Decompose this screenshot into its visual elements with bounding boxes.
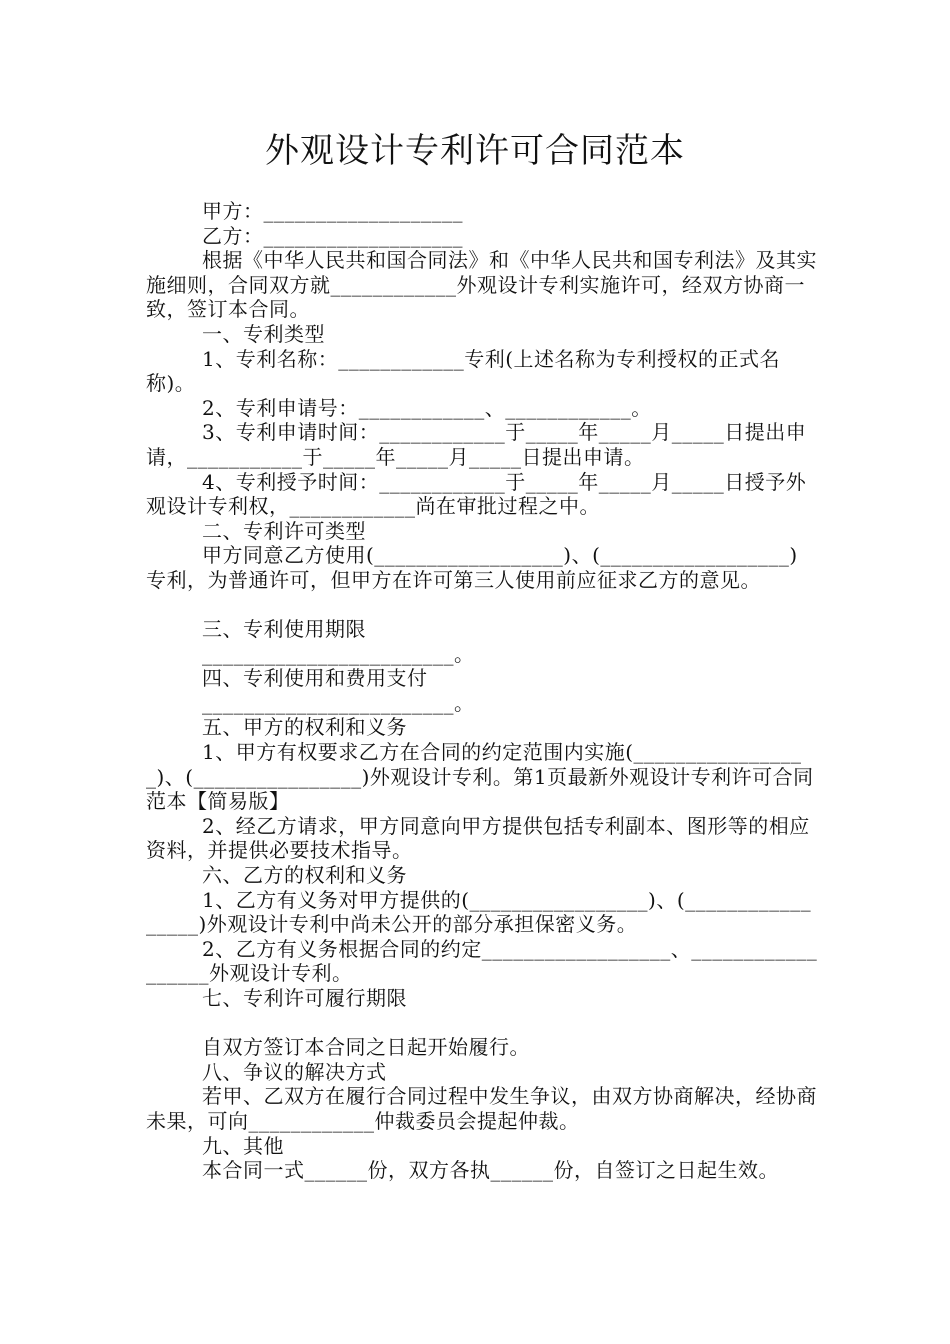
paragraph: ________________________。 [202,690,475,715]
paragraph: ________________________。 [202,641,475,666]
document-body [146,199,818,1183]
paragraph: 1、专利名称：____________专利(上述名称为专利授权的正式名称)。 [146,346,781,396]
paragraph: 2、乙方有义务根据合同的约定__________________、__________________外观设计专利。 [146,936,818,986]
paragraph: 甲方同意乙方使用(__________________)、(__________________)专利，为普通许可，但甲方在许可第三人使用前应征求乙方的意见。 [146,543,798,592]
paragraph: 七、专利许可履行期限 [202,986,407,1010]
paragraph: 乙方：___________________ [202,223,463,248]
paragraph: 一、专利类型 [202,321,325,346]
paragraph: 三、专利使用期限 [202,617,366,642]
blank-line [146,593,818,618]
paragraph: 甲方：___________________ [202,199,463,223]
paragraph: 2、专利申请号：____________、____________。 [202,395,652,420]
paragraph: 六、乙方的权利和义务 [202,863,407,888]
paragraph: 根据《中华人民共和国合同法》和《中华人民共和国专利法》及其实施细则，合同双方就____________外观设计专利实施许可，经双方协商一致，签订本合同。 [146,248,817,322]
paragraph: 若甲、乙双方在履行合同过程中发生争议，由双方协商解决，经协商未果，可向____________仲裁委员会提起仲裁。 [146,1084,817,1133]
paragraph: 二、专利许可类型 [202,518,366,543]
paragraph: 2、经乙方请求，甲方同意向甲方提供包括专利副本、图形等的相应资料，并提供必要技术指导。 [146,813,810,863]
paragraph: 九、其他 [202,1133,284,1158]
paragraph: 四、专利使用和费用支付 [202,666,428,691]
paragraph: 1、乙方有义务对甲方提供的(_________________)、(_________________)外观设计专利中尚未公开的部分承担保密义务。 [146,887,812,937]
paragraph: 八、争议的解决方式 [202,1059,387,1084]
paragraph: 1、甲方有权要求乙方在合同的约定范围内实施(_________________)、(________________)外观设计专利。第1页最新外观设计专利许可合同范本【简易版】 [146,740,814,814]
paragraph: 自双方签订本合同之日起开始履行。 [202,1035,530,1060]
document-title: 外观设计专利许可合同范本 [265,131,685,171]
paragraph: 本合同一式______份，双方各执______份，自签订之日起生效。 [202,1158,779,1183]
paragraph: 4、专利授予时间：____________于_____年_____月_____日授予外观设计专利权，____________尚在审批过程之中。 [146,469,807,519]
blank-line [146,1011,818,1036]
paragraph: 五、甲方的权利和义务 [202,715,407,740]
paragraph: 3、专利申请时间：____________于_____年_____月_____日提出申请，___________于_____年_____月_____日提出申请。 [146,420,807,469]
